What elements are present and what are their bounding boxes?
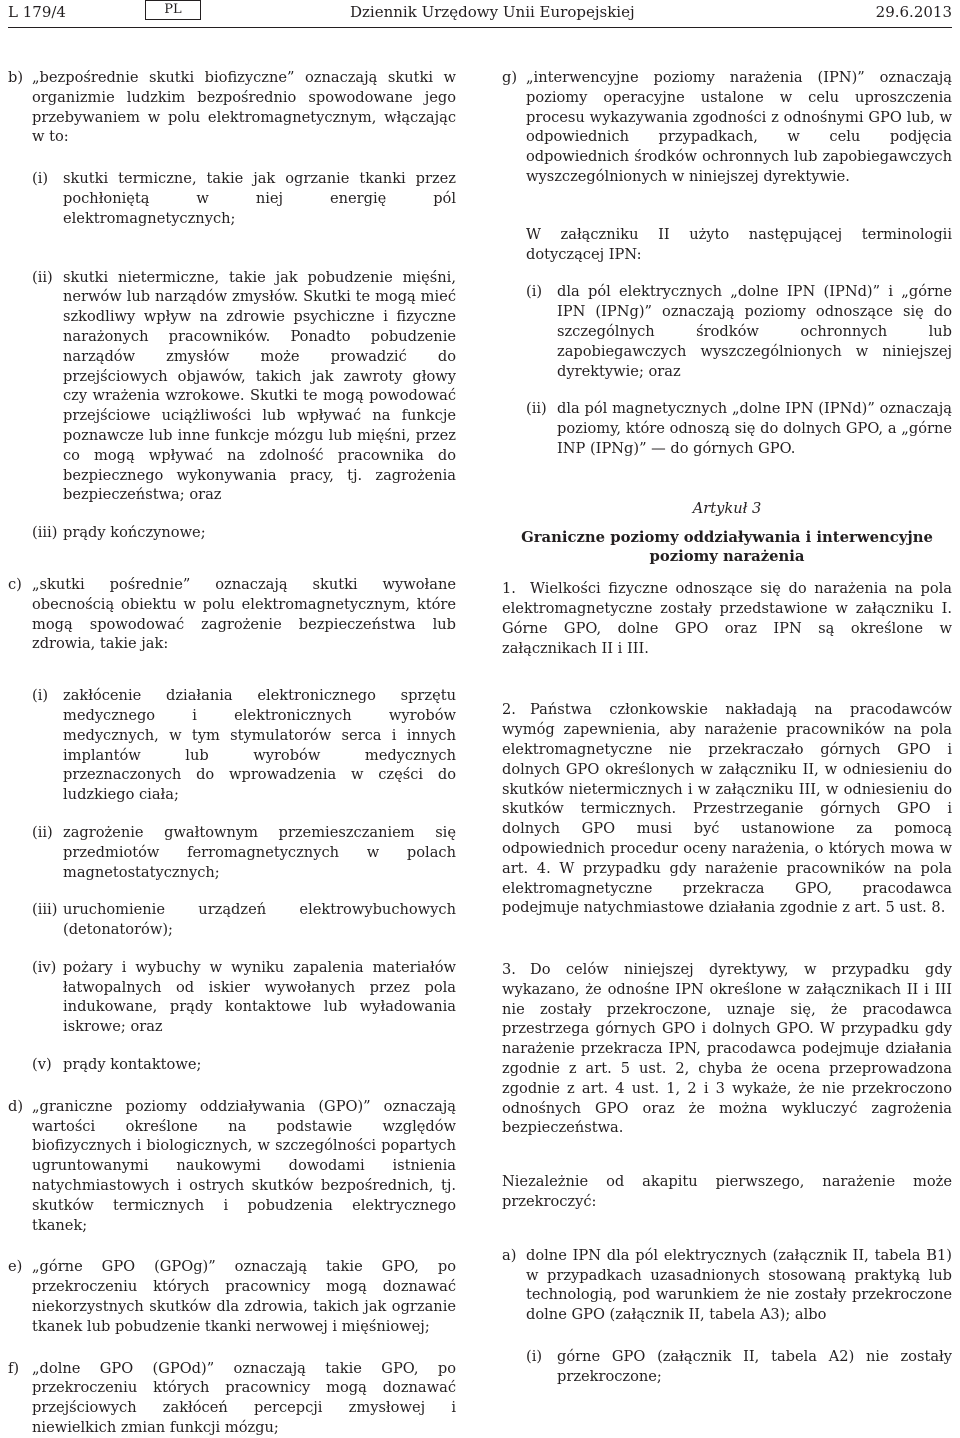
subitem-c-ii	[8, 823, 456, 882]
item-label: d)	[8, 1097, 24, 1115]
definition-g	[502, 68, 952, 187]
paragraph-text: Państwa członkowskie nakładają na pracodawców wymóg zapewnienia, aby narażenie pracowników na pola elektromagnetyczne nie przekraczało górnych GPO i dolnych GPO określonych w załączniku II, w odniesieniu do skutków nietermicznych i w załączniku III, w odniesieniu do skutków termicznych. Przestrzeganie górnych GPO i dolnych GPO musi być ustanowione za pomocą odpowiednich procedur oceny narażenia, o których mowa w art. 4. W przypadku gdy narażenie pracowników na pola elektromagnetyczne przekracza GPO, pracodawca podejmuje natychmiastowe działania zgodnie z art. 5 ust. 8.	[502, 701, 952, 917]
subitem-label: (i)	[526, 283, 543, 301]
subitem-label: (i)	[32, 687, 49, 705]
language-box: PL	[145, 0, 201, 20]
subitem-c-iv	[8, 958, 456, 1037]
subitem-label: (iii)	[32, 524, 58, 542]
left-column	[8, 68, 456, 1438]
ipn-item-ii	[502, 399, 952, 458]
subitem-c-i	[8, 686, 456, 805]
subitem-c-iii	[8, 900, 456, 940]
right-column	[502, 68, 952, 1387]
subitem-text: prądy kończynowe;	[63, 524, 206, 542]
subitem-text: uruchomienie urządzeń elektrowybuchowych (detonatorów);	[63, 901, 456, 939]
subitem-text: górne GPO (załącznik II, tabela A2) nie zostały przekroczone;	[557, 1348, 952, 1385]
paragraph-number: 3.	[502, 961, 516, 979]
header-rule	[8, 27, 952, 28]
item-label: b)	[8, 69, 24, 86]
article-title: Graniczne poziomy oddziaływania i interwencyjne poziomy narażenia	[521, 528, 933, 566]
paragraph-2	[502, 700, 952, 918]
exception-a	[502, 1246, 952, 1325]
item-label: a)	[502, 1246, 517, 1264]
definition-e	[8, 1257, 456, 1336]
subitem-text: dla pól magnetycznych „dolne IPN (IPNd)” oznaczają poziomy, które odnoszą się do dolnych GPO, a „górne INP (IPNg)” — do górnych GPO.	[557, 400, 952, 457]
definition-text: „dolne GPO (GPOd)” oznaczają takie GPO, po przekroczeniu których pracownicy mogą doznawać przejściowych zakłóceń percepcji zmysłowej i niewielkich zmian funkcji mózgu;	[32, 1359, 456, 1437]
definition-c	[8, 575, 456, 654]
definition-text: „bezpośrednie skutki biofizyczne” oznaczają skutki w organizmie ludzkim bezpośrednio spowodowane jego przebywaniem w polu elektromagnetycznym, włączając w to:	[32, 69, 456, 146]
definition-text: „górne GPO (GPOg)” oznaczają takie GPO, po przekroczeniu których pracownicy mogą doznawać niekorzystnych skutków dla zdrowia, takich jak ogrzanie tkanek lub pobudzenie tkanki nerwowej i mięśniowej;	[32, 1258, 456, 1335]
definition-d	[8, 1097, 456, 1236]
subitem-b-i	[8, 169, 456, 228]
subitem-text: dla pól elektrycznych „dolne IPN (IPNd)” i „górne IPN (IPNg)” oznaczają poziomy odnoszące się do szczególnych środków ochronnych lub zapobiegawczych wyszczególnionych w niniejszej dyrektywie; oraz	[557, 283, 952, 380]
item-label: g)	[502, 69, 518, 86]
subitem-text: prądy kontaktowe;	[63, 1056, 202, 1074]
subitem-label: (v)	[32, 1056, 52, 1074]
paragraph-number: 2.	[502, 701, 516, 719]
paragraph-number: 1.	[502, 580, 516, 598]
subitem-label: (ii)	[32, 823, 53, 841]
subitem-c-v	[8, 1055, 456, 1075]
ipn-item-i	[502, 282, 952, 381]
subitem-label: (iii)	[32, 901, 58, 919]
item-text: dolne IPN dla pól elektrycznych (załącznik II, tabela B1) w przypadkach uzasadnionych stosowaną praktyką lub technologią, pod warunkiem że nie zostały przekroczone dolne GPO (załącznik II, tabela A3); albo	[526, 1246, 952, 1324]
subitem-label: (i)	[526, 1348, 543, 1366]
paragraph-text: Do celów niniejszej dyrektywy, w przypadku gdy wykazano, że odnośne IPN określone w załącznikach II i III nie zostały przekroczone, uznaje się, że pracodawca przestrzega górnych GPO i dolnych GPO. W przypadku gdy narażenie przekracza IPN, pracodawca podejmuje działania zgodnie z art. 5 ust. 2, chyba że ocena przeprowadzona zgodnie z art. 4 ust. 1, 2 i 3 wykaże, że nie przekroczono odnośnych GPO oraz że można wykluczyć zagrożenia bezpieczeństwa.	[502, 961, 952, 1137]
paragraph-1	[502, 579, 952, 658]
page-header	[8, 0, 952, 28]
paragraph-4: Niezależnie od akapitu pierwszego, narażenie może przekroczyć:	[502, 1173, 952, 1211]
item-label: e)	[8, 1258, 23, 1276]
subitem-b-ii	[8, 268, 456, 506]
subitem-text: zagrożenie gwałtownym przemieszczaniem się przedmiotów ferromagnetycznych w polach magnetostatycznych;	[63, 823, 456, 881]
item-label: f)	[8, 1359, 20, 1377]
subitem-label: (i)	[32, 170, 49, 188]
definition-text: „skutki pośrednie” oznaczają skutki wywołane obecnością obiektu w polu elektromagnetycznym, które mogą spowodować zagrożenie bezpieczeństwa lub zdrowia, takie jak:	[32, 575, 456, 653]
subitem-label: (ii)	[526, 400, 547, 418]
paragraph-3	[502, 960, 952, 1138]
subitem-b-iii	[8, 523, 456, 543]
exception-a-i	[502, 1347, 952, 1387]
subitem-text: pożary i wybuchy w wyniku zapalenia materiałów łatwopalnych od iskier wywołanych przez pola indukowane, prądy kontaktowe lub wyładowania iskrowe; oraz	[63, 958, 456, 1036]
ipn-intro: W załączniku II użyto następującej terminologii dotyczącej IPN:	[526, 225, 952, 263]
article-number: Artykuł 3	[692, 499, 762, 517]
subitem-label: (ii)	[32, 268, 53, 286]
subitem-text: zakłócenie działania elektronicznego sprzętu medycznego i elektronicznych wyrobów medycznych, w tym stymulatorów serca i innych implantów lub wyrobów medycznych przeznaczonych do wprowadzenia w części do ludzkiego ciała;	[63, 687, 456, 804]
definition-b	[8, 68, 456, 147]
subitem-label: (iv)	[32, 958, 57, 976]
journal-title: Dziennik Urzędowy Unii Europejskiej	[350, 3, 635, 21]
paragraph-text: Wielkości fizyczne odnoszące się do narażenia na pola elektromagnetyczne zostały przedstawione w załączniku I. Górne GPO, dolne GPO oraz IPN są określone w załącznikach II i III.	[502, 580, 952, 657]
subitem-text: skutki termiczne, takie jak ogrzanie tkanki przez pochłoniętą w niej energię pól elektromagnetycznych;	[63, 170, 456, 227]
subitem-text: skutki nietermiczne, takie jak pobudzenie mięśni, nerwów lub narządów zmysłów. Skutki te mogą mieć szkodliwy wpływ na zdrowie psychiczne i fizyczne narażonych pracowników. Ponadto pobudzenie narządów zmysłów może prowadzić do przejściowych objawów, takich jak zawroty głowy czy wrażenia wzrokowe. Skutki te mogą powodować przejściowe uciążliwości lub wpływać na funkcje poznawcze lub inne funkcje mózgu lub mięśni, przez co mogą wpływać na zdolność pracownika do bezpiecznego wykonywania pracy, tj. zagrożenia bezpieczeństwa; oraz	[63, 268, 456, 504]
definition-text: „graniczne poziomy oddziaływania (GPO)” oznaczają wartości określone na podstawie względów biofizycznych i biologicznych, w szczególności popartych ugruntowanymi naukowymi dowodami istnienia natychmiastowych i ostrych skutków bezpośrednich, tj. skutków termicznych i pobudzenia elektrycznego tkanek;	[32, 1097, 456, 1234]
page-reference: L 179/4	[8, 3, 66, 21]
item-label: c)	[8, 575, 22, 593]
definition-text: „interwencyjne poziomy narażenia (IPN)” oznaczają poziomy operacyjne ustalone w celu uproszczenia procesu wykazywania zgodności z odnośnymi GPO lub, w odpowiednich przypadkach, w celu podjęcia odpowiednich środków ochronnych lub zapobiegawczych wyszczególnionych w niniejszej dyrektywie.	[526, 69, 952, 185]
publication-date: 29.6.2013	[875, 3, 952, 21]
definition-f	[8, 1359, 456, 1438]
